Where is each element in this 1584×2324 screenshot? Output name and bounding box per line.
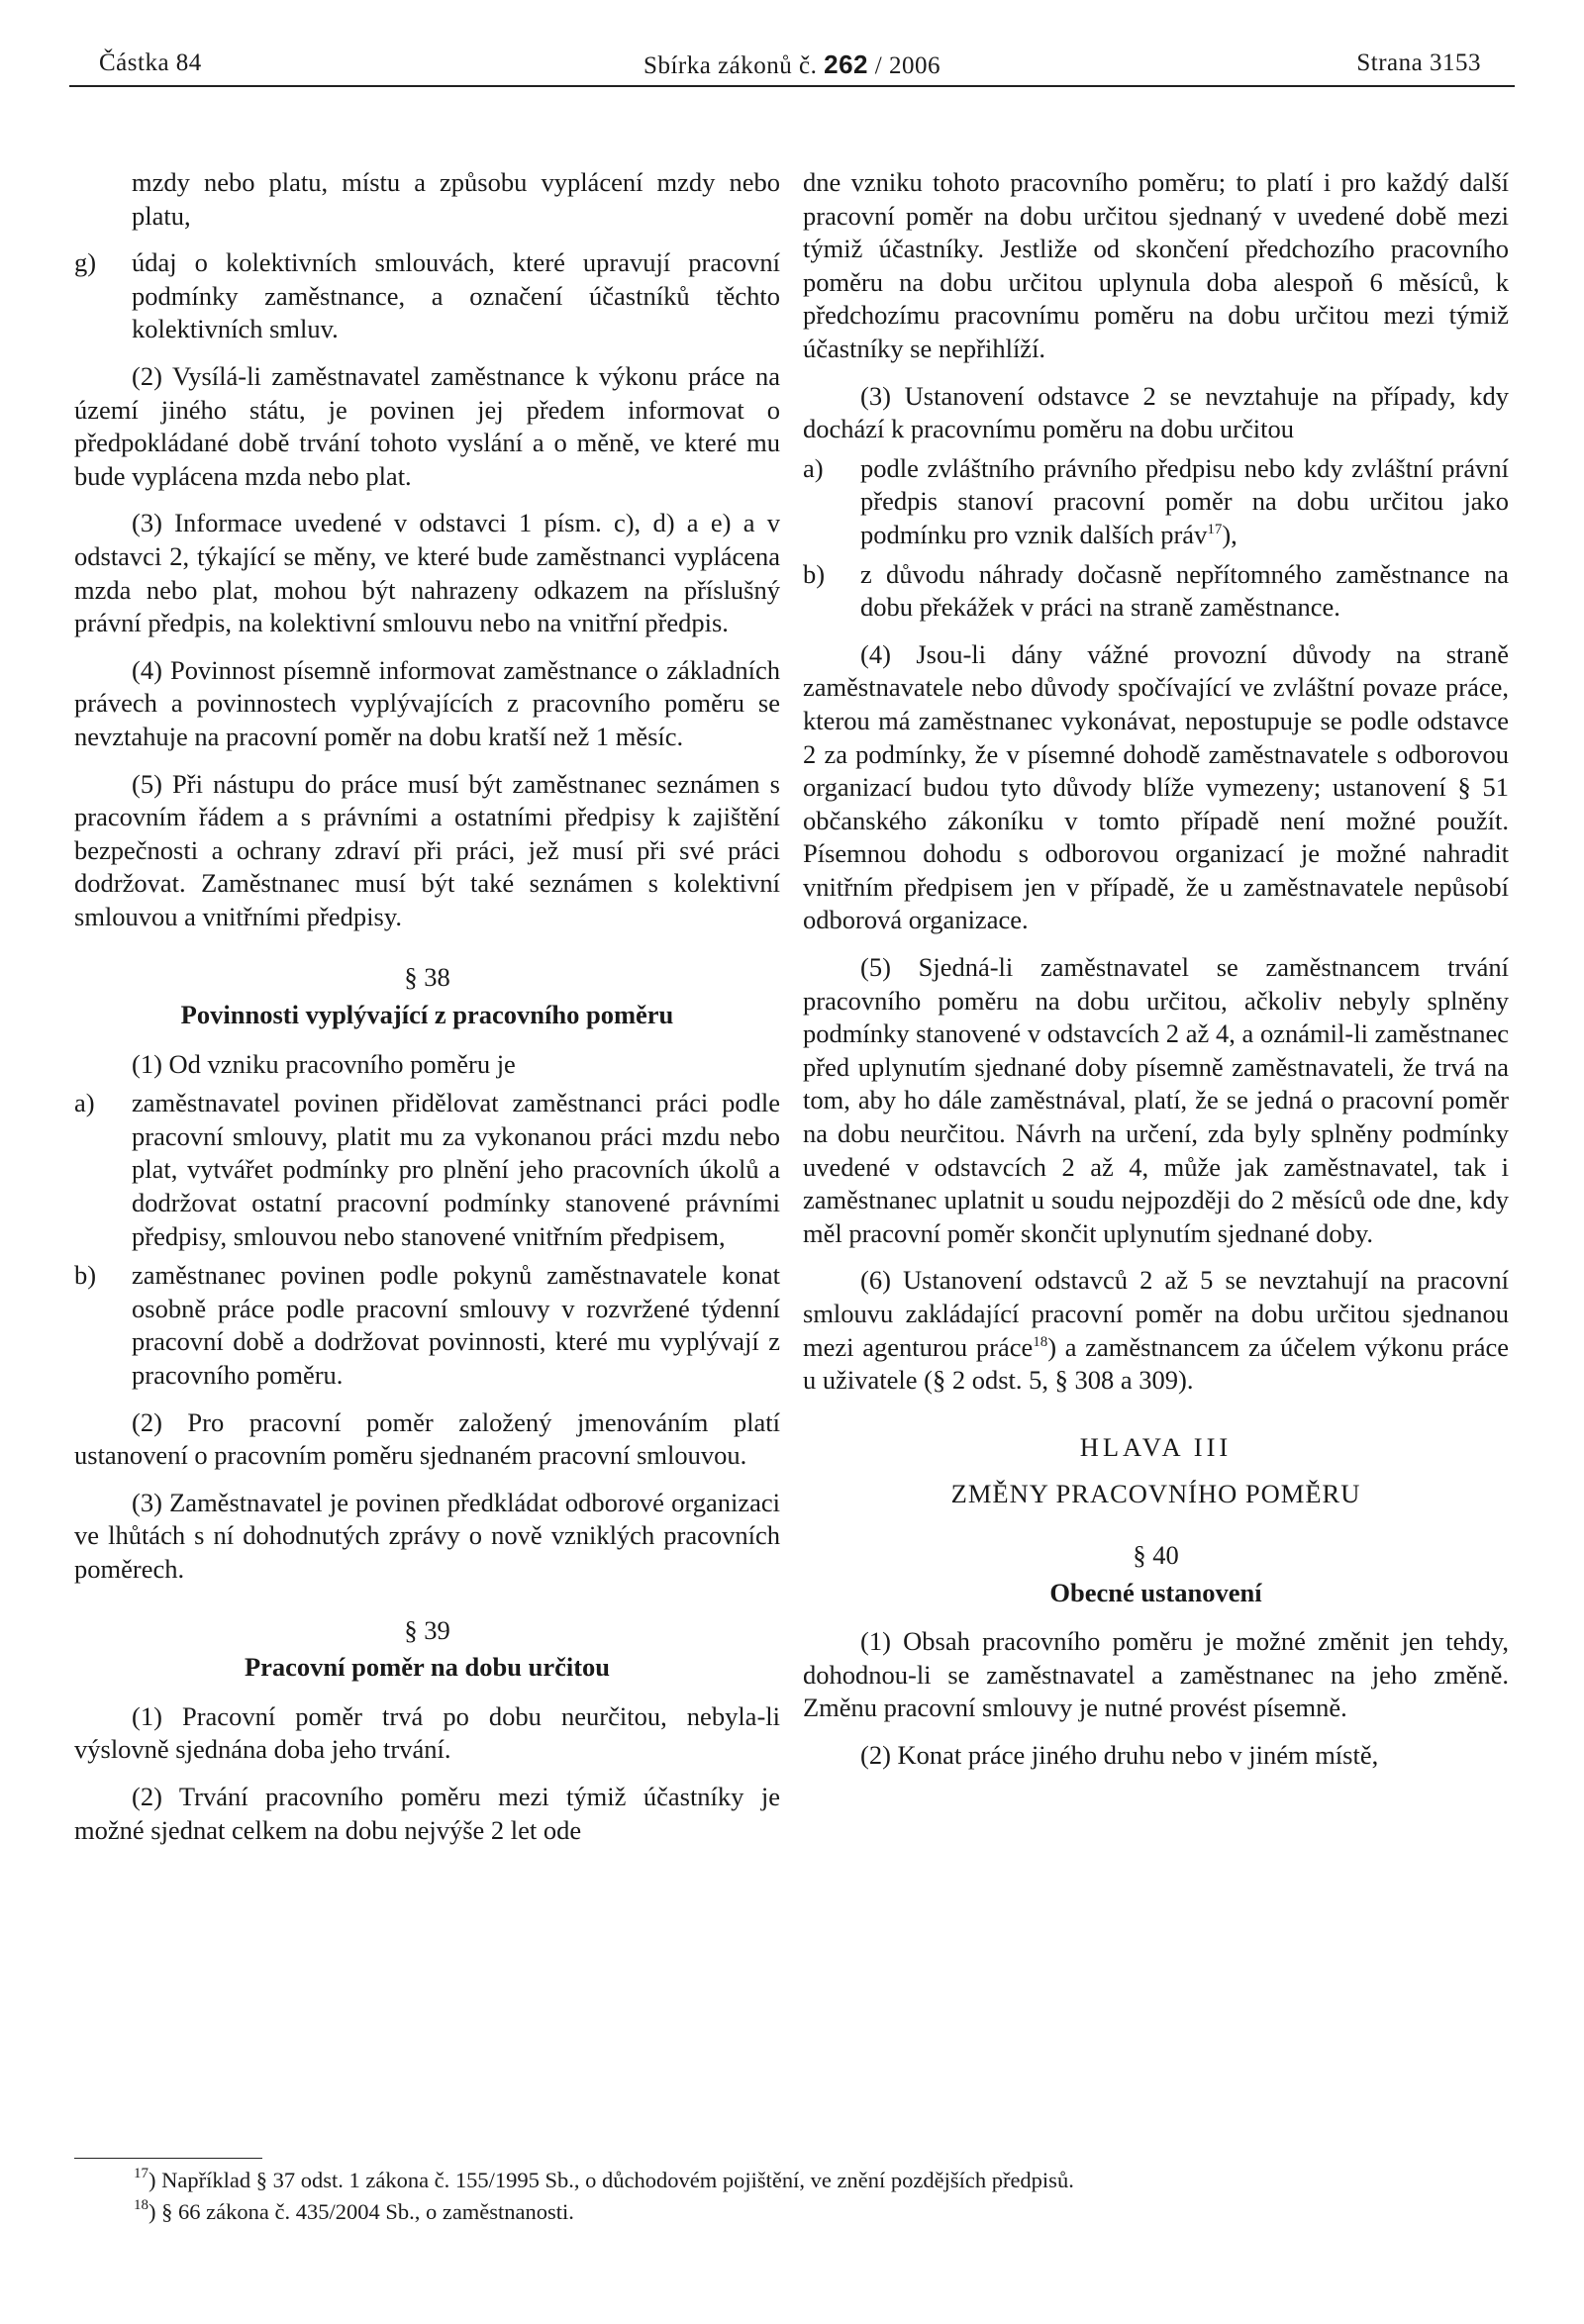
section-39-number: § 39 — [404, 1614, 450, 1645]
header-collection — [69, 49, 1515, 80]
page-header — [69, 42, 1515, 87]
chapter-heading: HLAVA III — [1079, 1431, 1233, 1462]
section-38-paragraph-3: (3) Zaměstnavatel je povinen předkládat odborové organizaci ve lhůtách s ní dohodnutých zprávy o nově vzniklých pracovních poměrech. — [74, 1487, 780, 1584]
paragraph-5: (5) Sjedná-li zaměstnavatel se zaměstnancem trvání pracovního poměru na dobu určitou, ačkoliv nebyly splněny podmínky stanovené v odstavcích 2 až 4, a oznámil-li zaměstnanec před uplynutím sjednané doby písemně zaměstnavateli, že trvá na tom, aby ho dále zaměstnával, platí, že se jedná o pracovní poměr na dobu neurčitou. Návrh na určení, zda byly splněny podmínky uvedené v odstavcích 2 až 4, může jak zaměstnavatel, tak i zaměstnanec uplatnit u soudu nejpozději do 2 měsíců ode dne, kdy měl pracovní poměr skončit uplynutím sjednané doby. — [803, 952, 1509, 1248]
paragraph-5: (5) Při nástupu do práce musí být zaměstnanec seznámen s pracovním řádem a s právními a ostatními předpisy k zajištění bezpečnosti a ochrany zdraví při práci, jež musí při své práci dodržovat. Zaměstnanec musí být také seznámen s kolektivní smlouvou a vnitřními předpisy. — [74, 768, 780, 931]
paragraph-4: (4) Povinnost písemně informovat zaměstnance o základních právech a povinnostech vyplývajících z pracovního poměru se nevztahuje na pracovní poměr na dobu kratší než 1 měsíc. — [74, 654, 780, 751]
list-label: a) — [803, 452, 824, 483]
section-40-paragraph-2: (2) Konat práce jiného druhu nebo v jiném místě, — [860, 1739, 1379, 1770]
paragraph-2: (2) Vysílá-li zaměstnavatel zaměstnance k výkonu práce na území jiného státu, je povinen jej předem informovat o předpokládané době trvání tohoto vyslání a o měně, ve které mu bude vyplácena mzda nebo plat. — [74, 360, 780, 491]
section-40-paragraph-1: (1) Obsah pracovního poměru je možné změnit jen tehdy, dohodnou-li se zaměstnavatel a zaměstnanec na jeho změně. Změnu pracovní smlouvy je nutné provést písemně. — [803, 1626, 1509, 1723]
list-text: zaměstnanec povinen podle pokynů zaměstnavatele konat osobně práce podle pracovní smlouvy v rozvržené týdenní pracovní době a dodržovat povinnosti, které mu vyplývají z pracovního poměru. — [132, 1260, 780, 1390]
chapter-title: ZMĚNY PRACOVNÍHO POMĚRU — [950, 1479, 1361, 1509]
list-item-g — [74, 246, 780, 346]
header-collection-suffix: / 2006 — [874, 52, 940, 79]
footnote-text: ) § 66 zákona č. 435/2004 Sb., o zaměstnanosti. — [148, 2199, 574, 2224]
right-column — [803, 166, 1509, 1787]
section-40-title: Obecné ustanovení — [1049, 1577, 1262, 1607]
section-39-paragraph-1: (1) Pracovní poměr trvá po dobu neurčitou, nebyla-li výslovně sjednána doba jeho trvání. — [74, 1700, 780, 1765]
paragraph-6 — [803, 1264, 1509, 1397]
section-38-title: Povinnosti vyplývající z pracovního poměru — [180, 1000, 674, 1030]
left-column — [74, 166, 780, 1861]
list-text: z důvodu náhrady dočasně nepřítomného zaměstnance na dobu překážek v práci na straně zaměstnance. — [860, 558, 1509, 623]
paragraph-4: (4) Jsou-li dány vážné provozní důvody na straně zaměstnavatele nebo důvody spočívající ve zvláštní povaze práce, kterou má zaměstnanec vykonávat, nepostupuje se podle odstavce 2 za podmínky, že v písemné dohodě zaměstnavatele s odborovou organizací budou tyto důvody blíže vymezeny; ustanovení § 51 občanského zákoníku v tomto případě není možné použít. Písemnou dohodu s odborovou organizací je možné nahradit vnitřním předpisem jen v případě, že u zaměstnavatele nepůsobí odborová organizace. — [803, 638, 1509, 935]
list-label: g) — [74, 247, 97, 278]
footnote-18 — [74, 2196, 1520, 2228]
section-38-paragraph-1: (1) Od vzniku pracovního poměru je — [132, 1048, 516, 1079]
list-text-body: podle zvláštního právního předpisu nebo kdy zvláštní právní předpis stanoví pracovní poměr na dobu určitou jako podmínku pro vznik dalších práv — [860, 452, 1509, 549]
list-label: b) — [803, 558, 826, 589]
paragraph-6-end: ) a zaměstnancem za účelem výkonu práce u uživatele (§ 2 odst. 5, § 308 a 309). — [803, 1331, 1509, 1396]
list-item-b — [74, 1259, 780, 1392]
list-item-a — [803, 452, 1509, 552]
header-collection-prefix: Sbírka zákonů č. — [644, 52, 818, 79]
footnotes — [74, 2158, 1520, 2228]
footnote-ref-17: 17 — [1207, 521, 1223, 537]
section-40-number: § 40 — [1133, 1539, 1179, 1570]
list-text: zaměstnavatel povinen přidělovat zaměstnanci práci podle pracovní smlouvy, platit mu za vykonanou práci mzdu nebo plat, vytvářet podmínky pro plnění jeho pracovních úkolů a dodržovat ostatní pracovní podmínky stanovené právními předpisy, smlouvou nebo stanovené vnitřním předpisem, — [132, 1088, 780, 1251]
footnote-mark: 17 — [134, 2166, 148, 2181]
section-39-paragraph-2: (2) Trvání pracovního poměru mezi týmiž účastníky je možné sjednat celkem na dobu nejvýše 2 let ode — [74, 1781, 780, 1845]
paragraph-3: (3) Ustanovení odstavce 2 se nevztahuje na případy, kdy dochází k pracovnímu poměru na dobu určitou — [803, 380, 1509, 444]
section-38-paragraph-2: (2) Pro pracovní poměr založený jmenováním platí ustanovení o pracovním poměru sjednaném pracovní smlouvou. — [74, 1406, 780, 1471]
list-text-end: ), — [1222, 519, 1238, 549]
list-label: a) — [74, 1088, 95, 1118]
list-text — [860, 452, 1509, 552]
footnote-divider — [74, 2158, 262, 2159]
continued-text: mzdy nebo platu, místu a způsobu vyplácení mzdy nebo platu, — [132, 167, 780, 231]
list-item-b — [803, 558, 1509, 625]
footnote-17 — [74, 2165, 1520, 2196]
footnote-text: ) Například § 37 odst. 1 zákona č. 155/1995 Sb., o důchodovém pojištění, ve znění pozdějších předpisů. — [148, 2168, 1074, 2192]
header-collection-number: 262 — [824, 49, 868, 79]
section-38-number: § 38 — [404, 962, 450, 993]
header-page-number: Strana 3153 — [1356, 49, 1481, 76]
paragraph-3: (3) Informace uvedené v odstavci 1 písm. c), d) a e) a v odstavci 2, týkající se měny, ve které bude zaměstnanci vyplácena mzda nebo plat, mohou být nahrazeny odkazem na příslušný právní předpis, na kolektivní smlouvu nebo na vnitřní předpis. — [74, 508, 780, 638]
header-part: Částka 84 — [99, 49, 202, 76]
list-text: údaj o kolektivních smlouvách, které upravují pracovní podmínky zaměstnance, a označení účastníků těchto kolektivních smluv. — [132, 247, 780, 344]
list-label: b) — [74, 1260, 97, 1291]
continued-text: dne vzniku tohoto pracovního poměru; to platí i pro každý další pracovní poměr na dobu určitou sjednaný v uvedené době mezi týmiž účastníky. Jestliže od skončení předchozího pracovního poměru na dobu určitou uplynula doba alespoň 6 měsíců, k předchozímu pracovnímu poměru na dobu určitou mezi týmiž účastníky se nepřihlíží. — [803, 167, 1509, 363]
footnote-ref-18: 18 — [1033, 1333, 1048, 1350]
paragraph-6-start: (6) Ustanovení odstavců 2 až 5 se nevztahují na pracovní smlouvu zakládající pracovní poměr na dobu určitou sjednanou mezi agenturou práce — [803, 1265, 1509, 1362]
section-39-title: Pracovní poměr na dobu určitou — [244, 1652, 611, 1683]
list-item-a — [74, 1087, 780, 1253]
footnote-mark: 18 — [134, 2197, 148, 2213]
